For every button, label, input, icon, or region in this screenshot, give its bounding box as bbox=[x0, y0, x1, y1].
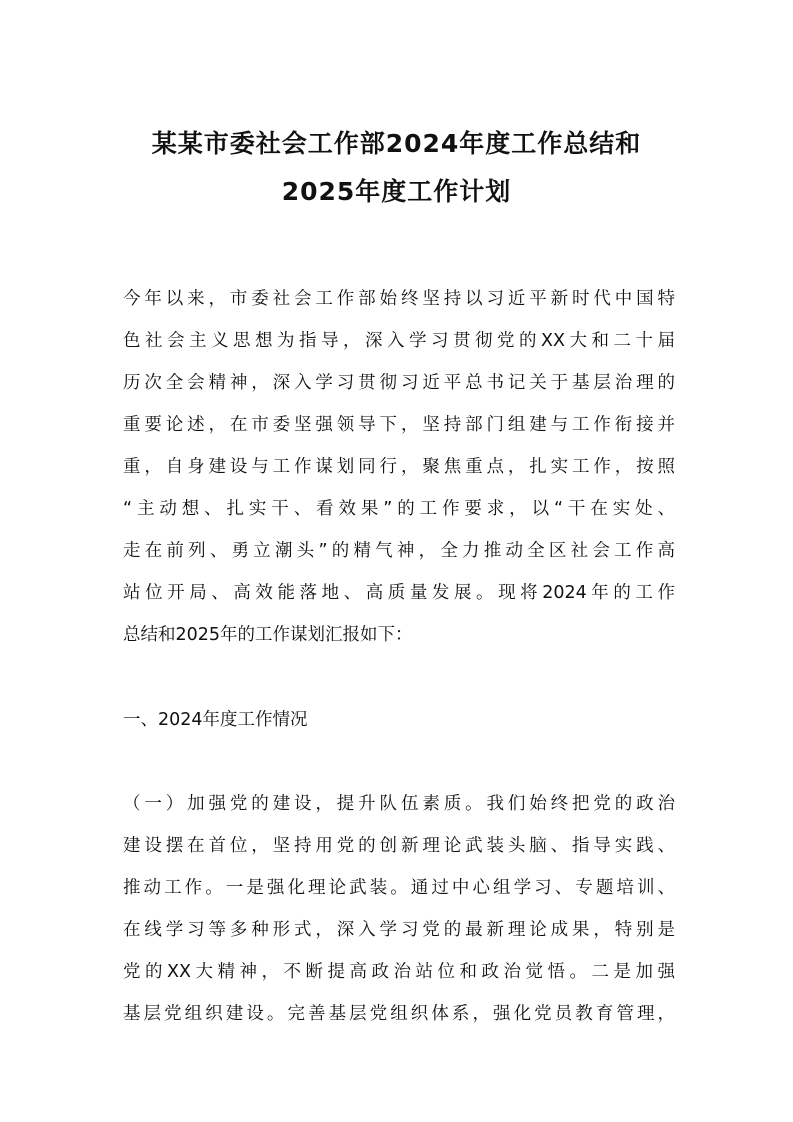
document-title-line-1: 某某市委社会工作部2024年度工作总结和 bbox=[151, 129, 642, 158]
intro-paragraph-line: 重，自身建设与工作谋划同行，聚焦重点，扎实工作，按照 bbox=[123, 457, 675, 477]
section-paragraph-line: 推动工作。一是强化理论武装。通过中心组学习、专题培训、 bbox=[123, 878, 675, 898]
section-heading: 一、2024年度工作情况 bbox=[123, 710, 308, 730]
section-paragraph-line: 基层党组织建设。完善基层党组织体系，强化党员教育管理， bbox=[123, 1004, 675, 1024]
section-paragraph-line: （一）加强党的建设，提升队伍素质。我们始终把党的政治 bbox=[123, 794, 675, 814]
section-paragraph-line: 建设摆在首位，坚持用党的创新理论武装头脑、指导实践、 bbox=[123, 836, 675, 856]
intro-paragraph-line: “主动想、扎实干、看效果”的工作要求，以“干在实处、 bbox=[123, 499, 675, 519]
intro-paragraph-line: 重要论述，在市委坚强领导下，坚持部门组建与工作衔接并 bbox=[123, 415, 675, 435]
document-title-line-2: 2025年度工作计划 bbox=[281, 177, 512, 206]
intro-paragraph-line: 历次全会精神，深入学习贯彻习近平总书记关于基层治理的 bbox=[123, 373, 675, 393]
intro-paragraph-line: 总结和2025年的工作谋划汇报如下： bbox=[123, 625, 413, 645]
section-paragraph-line: 党的XX大精神，不断提高政治站位和政治觉悟。二是加强 bbox=[123, 962, 675, 982]
intro-paragraph-line: 站位开局、高效能落地、高质量发展。现将2024年的工作 bbox=[123, 583, 675, 603]
intro-paragraph-line: 色社会主义思想为指导，深入学习贯彻党的XX大和二十届 bbox=[123, 331, 675, 351]
section-paragraph-line: 在线学习等多种形式，深入学习党的最新理论成果，特别是 bbox=[123, 920, 675, 940]
intro-paragraph-line: 走在前列、勇立潮头”的精气神，全力推动全区社会工作高 bbox=[123, 541, 675, 561]
intro-paragraph-line: 今年以来，市委社会工作部始终坚持以习近平新时代中国特 bbox=[123, 289, 675, 309]
